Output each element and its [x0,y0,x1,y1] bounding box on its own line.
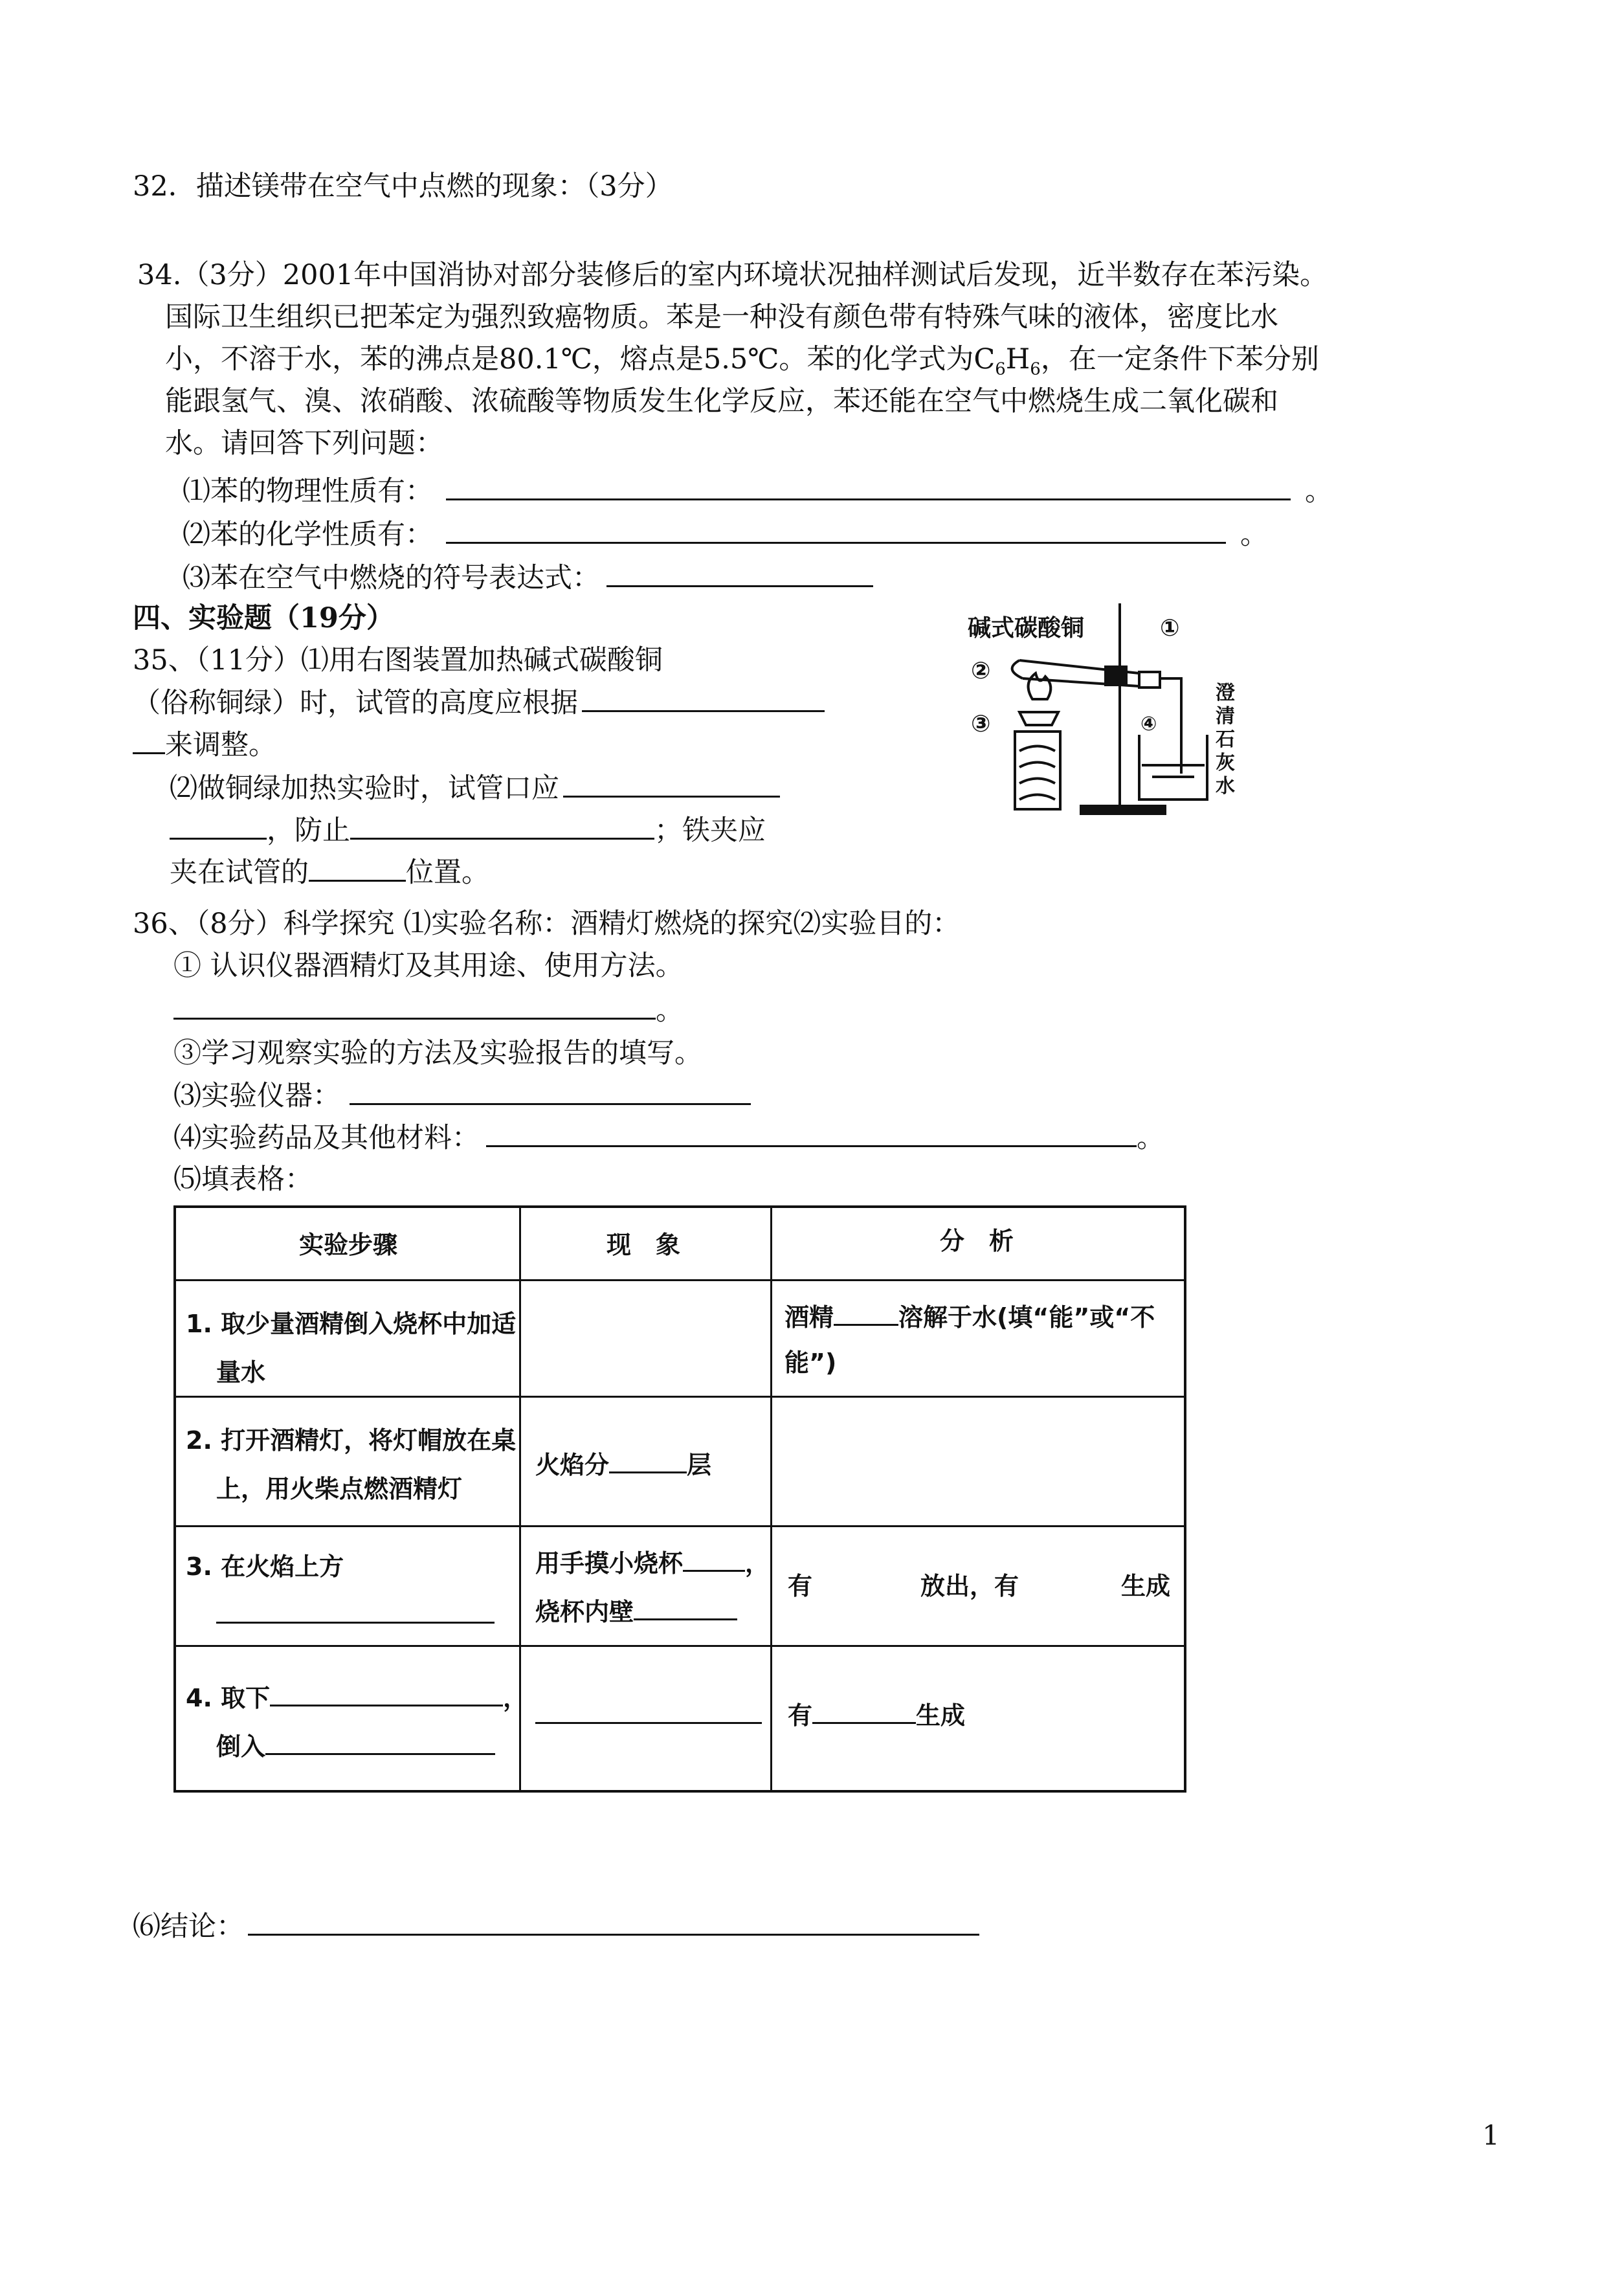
r1-analysis-a [784,1292,1155,1343]
q34-line2: 国际卫生组织已把苯定为强烈致癌物质。苯是一种没有颜色带有特殊气味的液体，密度比水 [165,301,1278,333]
r3-phenomenon-b [535,1587,737,1637]
test-tube-bottom [1012,660,1023,678]
figure-marker-3: ③ [971,711,991,737]
q36-line7: ⑸填表格： [173,1163,313,1196]
period: 。 [1137,1122,1164,1154]
answer-blank[interactable] [309,853,406,882]
answer-blank[interactable] [609,1449,687,1473]
r1-analysis-text: 溶解于水(填“能”或“不 [898,1303,1155,1332]
figure-side-char: 澄 [1216,682,1235,704]
r4-step-b [216,1721,495,1772]
q35-line4 [170,768,780,808]
q36-line3 [173,990,684,1030]
r1-analysis-b: 能”) [784,1348,837,1377]
figure-marker-4: ④ [1140,713,1157,735]
header-phenomenon: 现 象 [606,1231,681,1259]
r3-phenomenon-text: 烧杯内壁 [535,1598,634,1626]
page-number: 1 [1482,2120,1500,2151]
figure-marker-2: ② [971,658,991,684]
period: 。 [656,994,684,1027]
conclusion-line [133,1907,979,1946]
row-divider [176,1645,1184,1647]
answer-blank[interactable] [446,515,1226,544]
header-analysis: 分 析 [940,1227,1014,1255]
r3-phenomenon-text: ， [745,1549,770,1578]
row-divider [176,1279,1184,1281]
r3-analysis-3: 生成 [1121,1572,1171,1600]
q35-line6 [170,853,489,892]
r3-step-b [216,1590,495,1640]
q34-line3-text: H [1005,343,1030,375]
r4-step-a [186,1673,528,1723]
q34-sub1-label: ⑴苯的物理性质有： [183,475,433,508]
q35-line2-text: （俗称铜绿）时，试管的高度应根据 [133,687,578,719]
r3-analysis-2: 放出，有 [920,1572,1019,1600]
q35-line5-text: ；铁夹应 [654,814,766,847]
subscript: 6 [1030,359,1041,379]
answer-blank[interactable] [216,1600,495,1624]
r2-phenomenon [535,1440,711,1490]
r4-phenomenon [535,1690,762,1741]
r3-analysis-1: 有 [788,1572,813,1600]
answer-blank[interactable] [812,1700,916,1724]
q35-line3 [133,725,276,765]
q34-sub3 [183,558,873,598]
q34-sub2 [183,515,1268,554]
q35-line6-text: 位置。 [406,856,489,889]
answer-blank[interactable] [834,1302,898,1326]
r4-analysis-text: 有 [788,1701,813,1730]
q34-line3-text: 小，不溶于水，苯的沸点是80.1℃，熔点是5.5℃。苯的化学式为C [165,343,996,375]
q36-line2: ① 认识仪器酒精灯及其用途、使用方法。 [173,950,684,982]
column-divider [770,1208,772,1790]
q34-line5: 水。请回答下列问题： [165,427,443,460]
q32-text: 32．描述镁带在空气中点燃的现象：（3分） [133,170,673,203]
period: 。 [1240,519,1268,551]
answer-blank[interactable] [265,1731,495,1755]
r4-step-text: 4. 取下 [186,1684,271,1712]
answer-blank[interactable] [606,558,873,587]
answer-blank[interactable] [350,811,654,840]
figure-marker-1: ① [1160,615,1180,642]
section-heading: 四、实验题（19分） [133,602,394,634]
figure-side-char: 石 [1216,728,1235,751]
answer-blank[interactable] [582,683,825,712]
q36-line4: ③学习观察实验的方法及实验报告的填写。 [173,1037,702,1069]
q36-line5-label: ⑶实验仪器： [173,1080,340,1112]
header-steps: 实验步骤 [299,1231,398,1259]
apparatus-figure [958,596,1243,829]
figure-label-top: 碱式碳酸铜 [968,615,1085,642]
r2-phenomenon-text: 层 [687,1451,712,1479]
answer-blank[interactable] [535,1700,762,1724]
answer-blank[interactable] [446,471,1291,500]
r2-step-a: 2. 打开酒精灯，将灯帽放在桌 [186,1426,517,1455]
q35-line5 [170,811,766,850]
r2-step-b: 上，用火柴点燃酒精灯 [216,1475,463,1503]
answer-blank[interactable] [563,768,780,798]
subscript: 6 [995,359,1006,379]
answer-blank[interactable] [634,1596,737,1620]
r4-analysis-text: 生成 [916,1701,966,1730]
q34-line3-text: ，在一定条件下苯分别 [1040,343,1319,375]
q36-line1: 36、（8分）科学探究 ⑴实验名称：酒精灯燃烧的探究⑵实验目的： [133,908,961,940]
answer-blank[interactable] [350,1076,751,1105]
q36-line6 [173,1118,1164,1158]
r1-step-a: 1. 取少量酒精倒入烧杯中加适 [186,1310,517,1338]
figure-side-char: 水 [1216,775,1235,798]
q34-line4: 能跟氢气、溴、浓硝酸、浓硫酸等物质发生化学反应，苯还能在空气中燃烧生成二氧化碳和 [165,385,1278,418]
q34-line1: 34.（3分）2001年中国消协对部分装修后的室内环境状况抽样测试后发现，近半数存在苯污染。 [137,259,1328,291]
answer-blank[interactable] [486,1118,1137,1147]
r3-phenomenon-a [535,1538,770,1589]
r3-step-a: 3. 在火焰上方 [186,1552,344,1581]
q34-sub3-label: ⑶苯在空气中燃烧的符号表达式： [183,562,600,594]
period: 。 [1305,475,1333,508]
r4-step-text: 倒入 [216,1732,266,1761]
q36-line6-label: ⑷实验药品及其他材料： [173,1122,480,1154]
r3-phenomenon-text: 用手摸小烧杯 [535,1549,684,1578]
q35-line6-text: 夹在试管的 [170,856,309,889]
answer-blank[interactable] [683,1548,745,1572]
q35-line4-text: ⑵做铜绿加热实验时，试管口应 [170,772,559,805]
experiment-table [173,1205,1186,1793]
r4-analysis [788,1690,965,1741]
q36-line5 [173,1076,751,1115]
stand-base [1081,806,1165,814]
figure-side-char: 灰 [1216,752,1235,774]
answer-blank[interactable] [248,1907,979,1936]
clamp [1106,667,1126,685]
row-divider [176,1396,1184,1398]
answer-blank[interactable] [133,725,165,754]
answer-blank[interactable] [170,811,267,840]
answer-blank[interactable] [270,1683,503,1706]
beaker [1139,735,1207,800]
r4-step-text: ， [503,1684,528,1712]
q35-line2 [133,683,825,722]
r1-analysis-text: 酒精 [784,1303,834,1332]
q35-line3-text: 来调整。 [165,729,276,761]
figure-side-char: 清 [1216,705,1235,728]
q34-sub1 [183,471,1333,511]
r1-step-b: 量水 [216,1358,266,1387]
row-divider [176,1525,1184,1527]
q35-line1: 35、（11分）⑴用右图装置加热碱式碳酸铜 [133,644,663,677]
r2-phenomenon-text: 火焰分 [535,1451,610,1479]
conclusion-label: ⑹结论： [133,1910,244,1943]
q34-sub2-label: ⑵苯的化学性质有： [183,519,433,551]
flame [1029,673,1051,699]
q35-line5-text: ，防止 [267,814,350,847]
answer-blank[interactable] [173,990,656,1020]
